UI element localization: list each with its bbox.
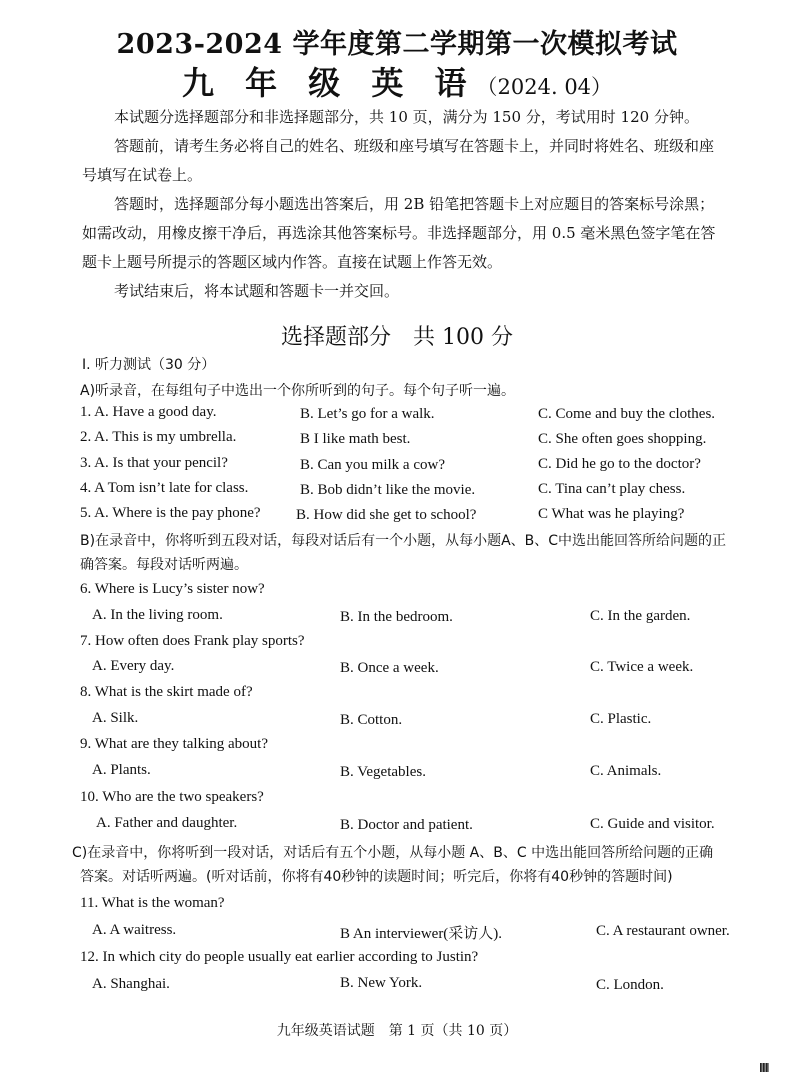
- question-text: 10. Who are the two speakers?: [80, 789, 264, 805]
- option-b: B. Let’s go for a walk.: [300, 406, 435, 422]
- instruction-line: 题卡上题号所提示的答题区域内作答。直接在试题上作答无效。: [82, 253, 503, 271]
- option-c: C. Did he go to the doctor?: [538, 456, 701, 472]
- option-c: C. London.: [596, 977, 664, 993]
- option-a: A. A waitress.: [92, 922, 177, 938]
- part-title: I. 听力测试（30 分）: [82, 357, 216, 373]
- instruction-line: 本试题分选择题部分和非选择题部分，共 10 页，满分为 150 分，考试用时 120 分钟。: [114, 108, 699, 126]
- option-a: A. Father and daughter.: [96, 815, 238, 831]
- option-c: C. Come and buy the clothes.: [538, 406, 716, 422]
- option-b: B. Can you milk a cow?: [300, 457, 445, 473]
- exam-title: 2023-2024 学年度第二学期第一次模拟考试: [116, 29, 678, 60]
- question-text: 11. What is the woman?: [80, 895, 225, 911]
- option-b: B. Doctor and patient.: [340, 817, 473, 833]
- instruction-line: 答题前，请考生务必将自己的姓名、班级和座号填写在答题卡上，并同时将姓名、班级和座: [114, 137, 715, 155]
- option-b: B I like math best.: [300, 431, 411, 447]
- option-b: B. New York.: [340, 975, 423, 991]
- option-a: A. In the living room.: [92, 607, 223, 623]
- option-a: A. Silk.: [92, 710, 139, 726]
- option-b: B. Once a week.: [340, 660, 439, 676]
- option-a: 5. A. Where is the pay phone?: [80, 505, 261, 521]
- option-c: C. Twice a week.: [590, 659, 694, 675]
- part-b-instructions: B)在录音中，你将听到五段对话，每段对话后有一个小题，从每小题A、B、C中选出能回答所给问题的正: [80, 533, 727, 549]
- instruction-line: 考试结束后，将本试题和答题卡一并交回。: [114, 282, 400, 300]
- part-c-instructions: 答案。对话听两遍。(听对话前，你将有40秒钟的读题时间；听完后，你将有40秒钟的答题时间): [80, 869, 673, 885]
- option-a: 1. A. Have a good day.: [80, 404, 217, 420]
- option-a: A. Plants.: [92, 762, 151, 778]
- question-text: 8. What is the skirt made of?: [80, 684, 253, 700]
- page-footer: 九年级英语试题 第 1 页（共 10 页）: [276, 1023, 518, 1039]
- qr-code-icon: [760, 1063, 769, 1072]
- instructions: [82, 103, 762, 306]
- option-c: C. She often goes shopping.: [538, 431, 707, 447]
- option-b: B. Bob didn’t like the movie.: [300, 482, 476, 498]
- exam-date: （2024. 04）: [476, 75, 613, 99]
- option-c: C. A restaurant owner.: [596, 923, 730, 939]
- instruction-line: 如需改动，用橡皮擦干净后，再选涂其他答案标号。非选择题部分，用 0.5 毫米黑色签字笔在答: [82, 224, 716, 242]
- option-c: C. Animals.: [590, 763, 662, 779]
- subject-name: 九 年 级 英 语: [181, 64, 477, 102]
- option-c: C. Tina can’t play chess.: [538, 481, 686, 497]
- part-b-instructions: 确答案。每段对话听两遍。: [80, 557, 248, 573]
- question-text: 6. Where is Lucy’s sister now?: [80, 581, 265, 597]
- part-c-instructions: C)在录音中，你将听到一段对话，对话后有五个小题，从每小题 A、B、C 中选出能回答所给问题的正确: [72, 845, 714, 861]
- section-title: 选择题部分 共 100 分: [281, 325, 513, 350]
- option-a: A. Shanghai.: [92, 976, 170, 992]
- part-a-instructions: A)听录音，在每组句子中选出一个你所听到的句子。每个句子听一遍。: [80, 383, 516, 399]
- instruction-line: 答题时，选择题部分每小题选出答案后，用 2B 铅笔把答题卡上对应题目的答案标号涂黑；: [114, 195, 715, 213]
- option-a: 3. A. Is that your pencil?: [80, 455, 228, 471]
- question-text: 7. How often does Frank play sports?: [80, 633, 305, 649]
- option-b: B. How did she get to school?: [296, 507, 477, 523]
- option-c: C. In the garden.: [590, 608, 691, 624]
- option-c: C What was he playing?: [538, 506, 685, 522]
- option-b: B. Vegetables.: [340, 764, 426, 780]
- option-a: 4. A Tom isn’t late for class.: [80, 480, 249, 496]
- option-b: B. In the bedroom.: [340, 609, 453, 625]
- question-text: 12. In which city do people usually eat earlier according to Justin?: [80, 949, 479, 965]
- instruction-line: 号填写在试卷上。: [82, 166, 203, 184]
- option-c: C. Guide and visitor.: [590, 816, 715, 832]
- option-b: B. Cotton.: [340, 712, 403, 728]
- option-b: B An interviewer(采访人).: [340, 926, 503, 942]
- option-a: A. Every day.: [92, 658, 175, 674]
- question-text: 9. What are they talking about?: [80, 736, 268, 752]
- subject-title: [0, 58, 794, 104]
- option-c: C. Plastic.: [590, 711, 652, 727]
- option-a: 2. A. This is my umbrella.: [80, 429, 237, 445]
